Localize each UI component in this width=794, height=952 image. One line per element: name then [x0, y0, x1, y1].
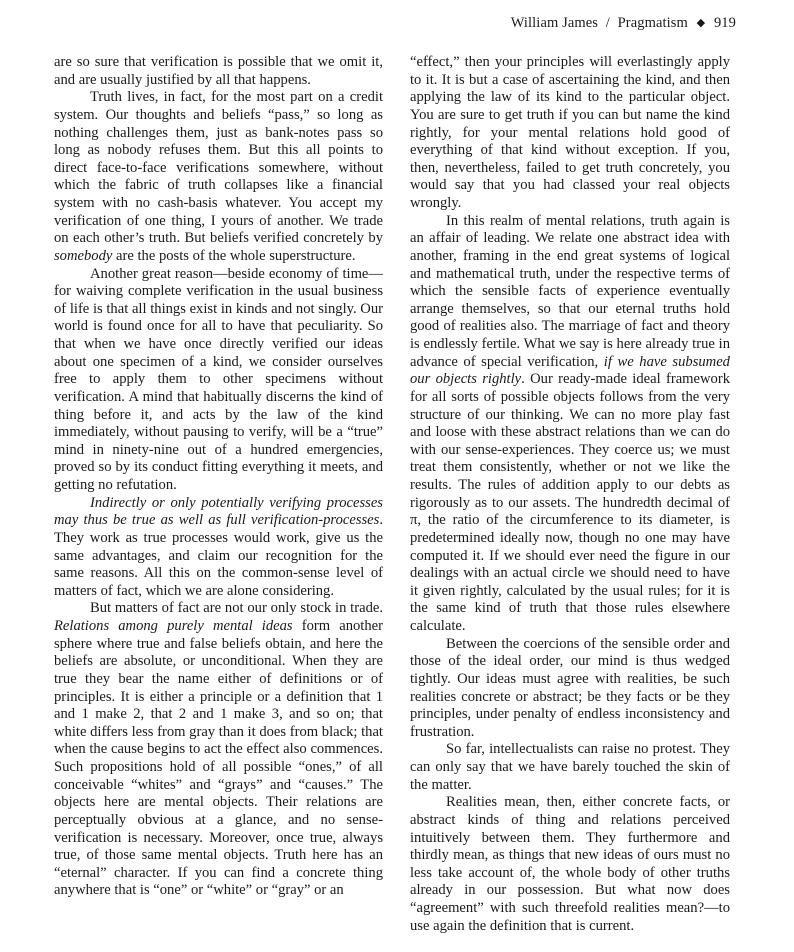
title-separator: / — [605, 15, 610, 31]
text-run: form another sphere where true and false beliefs obtain, and here the beliefs are absolute, or unconditional. When they are true they bear the name either of definitions or of principles. It is either a principle or a definition that 1 and 1 make 2, that 2 and 1 make 3, and so on; that white differs less from gray than it does from black; that when the cause begins to act the effect also commences. Such propositions hold of all possible “ones,” of all conceivable “whites” and “grays” and “causes.” The objects here are mental objects. Their relations are perceptually obvious at a glance, and no sense-verification is necessary. Moreover, once true, always true, of those same mental objects. Truth here has an “eternal” character. If you can find a concrete thing anywhere that is “one” or “white” or “gray” or an — [54, 618, 383, 899]
paragraph — [410, 636, 730, 742]
author-name: William James — [510, 15, 599, 31]
right-text-column — [410, 54, 730, 935]
text-run: In this realm of mental relations, truth again is an affair of leading. We relate one abstract idea with another, framing in the end great systems of logical and mathematical truth, under the respective terms of which the sensible facts of experience eventually arrange themselves, so that our eternal truths hold good of realities also. The marriage of fact and theory is endlessly fertile. What we say is here already true in advance of special verification, — [410, 212, 730, 370]
paragraph — [410, 54, 730, 213]
text-run: “effect,” then your principles will everlastingly apply to it. It is but a case of ascertaining the kind, and then applying the law of its kind to the particular object. You are sure to get truth if you can but name the kind rightly, for your mental relations hold good of everything of that kind without exception. If you, then, nevertheless, failed to get truth concretely, you would say that you had classed your real objects wrongly. — [410, 54, 730, 211]
text-run: are the posts of the whole superstructure. — [112, 247, 356, 264]
paragraph — [410, 794, 730, 935]
book-title: Pragmatism — [617, 15, 688, 31]
text-run: Truth lives, in fact, for the most part on a credit system. Our thoughts and beliefs “pass,” so long as nothing challenges them, just as bank-notes pass so long as nobody refuses them. But this all points to direct face-to-face verifications somewhere, without which the fabric of truth collapses like a financial system with no cash-basis whatever. You accept my verification of one thing, I yours of another. We trade on each other’s truth. But beliefs verified concretely by — [54, 89, 383, 247]
italic-text: Relations among purely mental ideas — [54, 618, 293, 634]
text-run: . Our ready-made ideal framework for all sorts of possible objects follows from the very structure of our thinking. We can no more play fast and loose with these abstract relations than we can do with our sense-experiences. They coerce us; we must treat them consistently, whether or not we like the results. The rules of addition apply to our debts as rigorously as to our assets. The hundredth decimal of π, the ratio of the circumference to its diameter, is predetermined ideally now, though no one may have computed it. If we should ever need the figure in our dealings with an actual circle we should need to have it given rightly, calculated by the usual rules; for it is the same kind of truth that those rules elsewhere calculate. — [410, 371, 730, 634]
paragraph — [54, 600, 383, 900]
text-run: are so sure that verification is possible that we omit it, and are usually justified by all that happens. — [54, 54, 383, 88]
text-run: . They work as true processes would work, give us the same advantages, and claim our recognition for the same reasons. All this on the common-sense level of matters of fact, which we are alone considering. — [54, 512, 383, 599]
italic-text: somebody — [54, 247, 113, 264]
text-run: Realities mean, then, either concrete facts, or abstract kinds of thing and relations perceived intuitively between them. They furthermore and thirdly mean, as things that new ideas of ours must no less take account of, the whole body of other truths already in our possession. But what now does “agreement” with such threefold realities mean?—to use again the definition that is current. — [410, 794, 730, 934]
paragraph — [54, 495, 383, 601]
paragraph — [410, 213, 730, 636]
paragraph — [54, 89, 383, 265]
diamond-ornament-icon: ◆ — [696, 17, 706, 29]
running-head — [511, 15, 736, 32]
paragraph — [410, 741, 730, 794]
page-number: 919 — [713, 15, 736, 31]
paragraph — [54, 266, 383, 495]
text-run: Another great reason—beside economy of time—for waiving complete verification in the usual business of life is that all things exist in kinds and not singly. Our world is found once for all to have that peculiarity. So that when we have once directly verified our ideas about one specimen of a kind, we consider ourselves free to apply them to other specimens without verification. A mind that habitually discerns the kind of thing before it, and acts by the law of the kind immediately, without pausing to verify, will be a “true” mind in ninety-nine out of a hundred emergencies, proved so by its conduct fitting everything it meets, and getting no refutation. — [54, 265, 383, 493]
italic-text: Indirectly or only potentially verifying processes may thus be true as well as full verification-processes — [54, 494, 383, 529]
text-run: But matters of fact are not our only stock in trade. — [90, 600, 383, 617]
text-run: So far, intellectualists can raise no protest. They can only say that we have barely touched the skin of the matter. — [410, 741, 730, 793]
italic-text: if we have subsumed our objects rightly — [410, 353, 730, 388]
paragraph — [54, 54, 383, 89]
left-text-column — [54, 54, 383, 900]
text-run: Between the coercions of the sensible order and those of the ideal order, our mind is thus wedged tightly. Our ideas must agree with realities, be such realities concrete or abstract; be they facts or be they principles, under penalty of endless inconsistency and frustration. — [410, 635, 730, 740]
